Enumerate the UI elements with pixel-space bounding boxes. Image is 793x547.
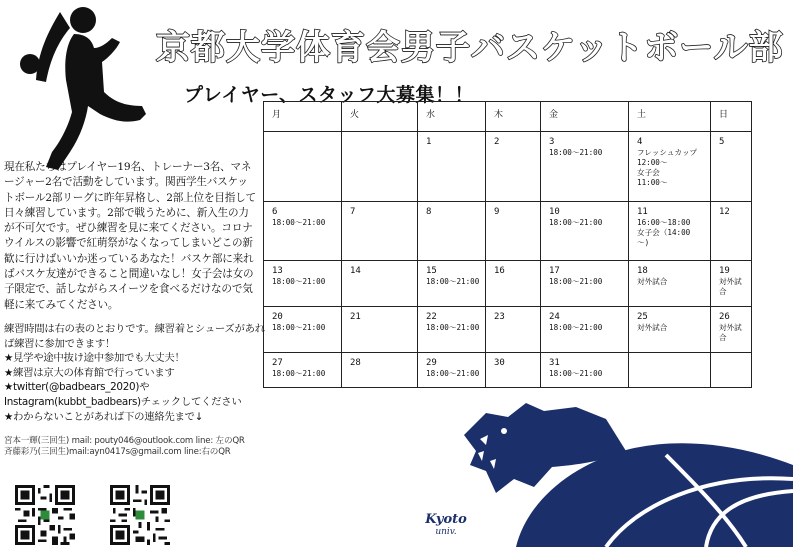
calendar-cell [342, 202, 418, 260]
day-number: 18 [637, 265, 648, 276]
practice-calendar [263, 101, 752, 388]
calendar-cell [711, 132, 752, 202]
calendar-cell [711, 353, 752, 388]
calendar-cell [711, 260, 752, 306]
day-event: 18:00～21:00 [426, 276, 480, 286]
contact-saito: 斉藤彩乃(三回生)mail:ayn0417s@gmail.com line:右のQR [4, 447, 231, 458]
day-number: 16 [494, 265, 505, 276]
day-event: 16:00～18:00 女子会（14:00 ～) [637, 218, 691, 248]
day-number: 21 [350, 312, 361, 323]
day-number: 7 [350, 207, 356, 218]
day-event: フレッシュカップ 12:00～ 女子会 11:00～ [637, 148, 698, 187]
kyoto-univ-logo [411, 514, 481, 538]
calendar-cell [418, 353, 486, 388]
day-number: 24 [549, 312, 560, 323]
day-number: 14 [350, 265, 361, 276]
calendar-cell [541, 307, 629, 353]
calendar-week [264, 260, 752, 306]
day-number: 4 [637, 137, 643, 147]
day-number: 2 [494, 137, 500, 147]
calendar-week [264, 132, 752, 202]
day-number: 12 [719, 207, 730, 218]
day-number: 11 [637, 207, 648, 218]
practice-info [4, 322, 266, 424]
basketball-player-silhouette [8, 2, 158, 177]
calendar-header-row [264, 102, 752, 132]
practice-line: 練習時間は右の表のとおりです。練習着とシューズがあれば練習に参加できます！ [4, 323, 265, 350]
practice-line: Instagram(kubbt_badbears)チェックしてください [4, 395, 242, 408]
practice-line: ★twitter(@badbears_2020)や [4, 381, 150, 394]
calendar-cell [418, 132, 486, 202]
calendar-cell [342, 132, 418, 202]
day-number: 6 [272, 207, 278, 218]
calendar-cell [629, 353, 711, 388]
day-event: 18:00～21:00 [272, 276, 326, 286]
weekday-thu: 木 [486, 102, 541, 132]
calendar-cell [629, 202, 711, 260]
contact-miyamoto: 宮本一輝(三回生) mail: pouty046@outlook.com line: 左のQR [4, 436, 245, 446]
calendar-cell [264, 353, 342, 388]
day-number: 27 [272, 358, 283, 369]
day-number: 30 [494, 358, 505, 369]
calendar-cell [486, 202, 541, 260]
day-event: 18:00～21:00 [272, 218, 326, 228]
day-event: 対外試合 [637, 276, 668, 286]
day-number: 20 [272, 312, 283, 323]
day-number: 19 [719, 265, 730, 276]
weekday-tue: 火 [342, 102, 418, 132]
calendar-cell [486, 132, 541, 202]
calendar-week [264, 202, 752, 260]
weekday-sun: 日 [711, 102, 752, 132]
weekday-wed: 水 [418, 102, 486, 132]
calendar-week [264, 353, 752, 388]
day-number: 8 [426, 207, 432, 218]
day-number: 31 [549, 358, 560, 369]
day-event: 対外試合 [637, 323, 668, 333]
logo-line2: univ. [435, 527, 457, 537]
calendar-cell [486, 353, 541, 388]
calendar-cell [486, 307, 541, 353]
calendar-week [264, 307, 752, 353]
calendar-cell [711, 307, 752, 353]
bear-basketball-graphic [456, 395, 793, 547]
calendar-body [264, 132, 752, 388]
calendar-cell [486, 260, 541, 306]
day-number: 29 [426, 358, 437, 369]
qr-code-left[interactable] [15, 485, 75, 545]
calendar-cell [342, 260, 418, 306]
calendar-cell [629, 260, 711, 306]
day-event: 18:00～21:00 [272, 323, 326, 333]
day-event: 18:00～21:00 [272, 369, 326, 379]
calendar-cell [264, 132, 342, 202]
day-event: 18:00～21:00 [549, 148, 603, 157]
calendar-cell [541, 353, 629, 388]
day-event: 対外試合 [719, 323, 742, 343]
contact-list [4, 436, 304, 458]
day-number: 5 [719, 137, 725, 147]
calendar-cell [264, 202, 342, 260]
day-number: 17 [549, 265, 560, 276]
day-number: 25 [637, 312, 648, 323]
weekday-sat: 土 [629, 102, 711, 132]
calendar-cell [418, 307, 486, 353]
calendar-cell [418, 260, 486, 306]
day-number: 13 [272, 265, 283, 276]
day-number: 3 [549, 137, 555, 147]
day-event: 18:00～21:00 [549, 218, 603, 228]
practice-line: ★練習は京大の体育館で行っています [4, 366, 175, 379]
weekday-fri: 金 [541, 102, 629, 132]
club-introduction: 現在私たちはプレイヤー19名、トレーナー3名、マネージャー2名で活動をしています。関西学生バスケットボール2部リーグに昨年昇格し、2部上位を目指して日々練習しています。2部で戦うために、新入生の力が不可欠です。ぜひ練習を見に来てください。コロナウイルスの影響で紅萌祭がなくなってしまいどこの新歓に行けばいいか迷っているあなた！バスケ部に来ればバスケ友達ができること間違いなし！女子会は女の子限定で、話しながらスイーツを食べるだけなので気軽に来てみてください。 [4, 161, 256, 311]
calendar-cell [541, 132, 629, 202]
recruit-headline: プレイヤー、スタッフ大募集！！ [184, 84, 475, 106]
calendar-cell [629, 132, 711, 202]
club-title: 京都大学体育会男子バスケットボール部 [156, 28, 784, 68]
day-event: 18:00～21:00 [549, 276, 603, 286]
logo-line1: Kyoto [425, 512, 467, 527]
day-event: 対外試合 [719, 276, 742, 296]
calendar-cell [264, 260, 342, 306]
calendar-cell [541, 202, 629, 260]
calendar-cell [264, 307, 342, 353]
day-number: 26 [719, 312, 730, 323]
day-number: 9 [494, 207, 500, 218]
day-event: 18:00～21:00 [549, 369, 603, 379]
day-event: 18:00～21:00 [426, 369, 480, 379]
calendar-cell [711, 202, 752, 260]
calendar-cell [541, 260, 629, 306]
practice-line: ★わからないことがあれば下の連絡先まで↓ [4, 410, 204, 423]
day-number: 15 [426, 265, 437, 276]
day-event: 18:00～21:00 [549, 323, 603, 333]
day-number: 23 [494, 312, 505, 323]
calendar-cell [342, 353, 418, 388]
day-event: 18:00～21:00 [426, 323, 480, 333]
day-number: 22 [426, 312, 437, 323]
calendar-cell [418, 202, 486, 260]
practice-line: ★見学や途中抜け途中参加でも大丈夫！ [4, 352, 185, 365]
calendar-cell [342, 307, 418, 353]
calendar-cell [629, 307, 711, 353]
qr-code-right[interactable] [110, 485, 170, 545]
day-number: 10 [549, 207, 560, 218]
day-number: 28 [350, 358, 361, 369]
day-number: 1 [426, 137, 432, 147]
weekday-mon: 月 [264, 102, 342, 132]
